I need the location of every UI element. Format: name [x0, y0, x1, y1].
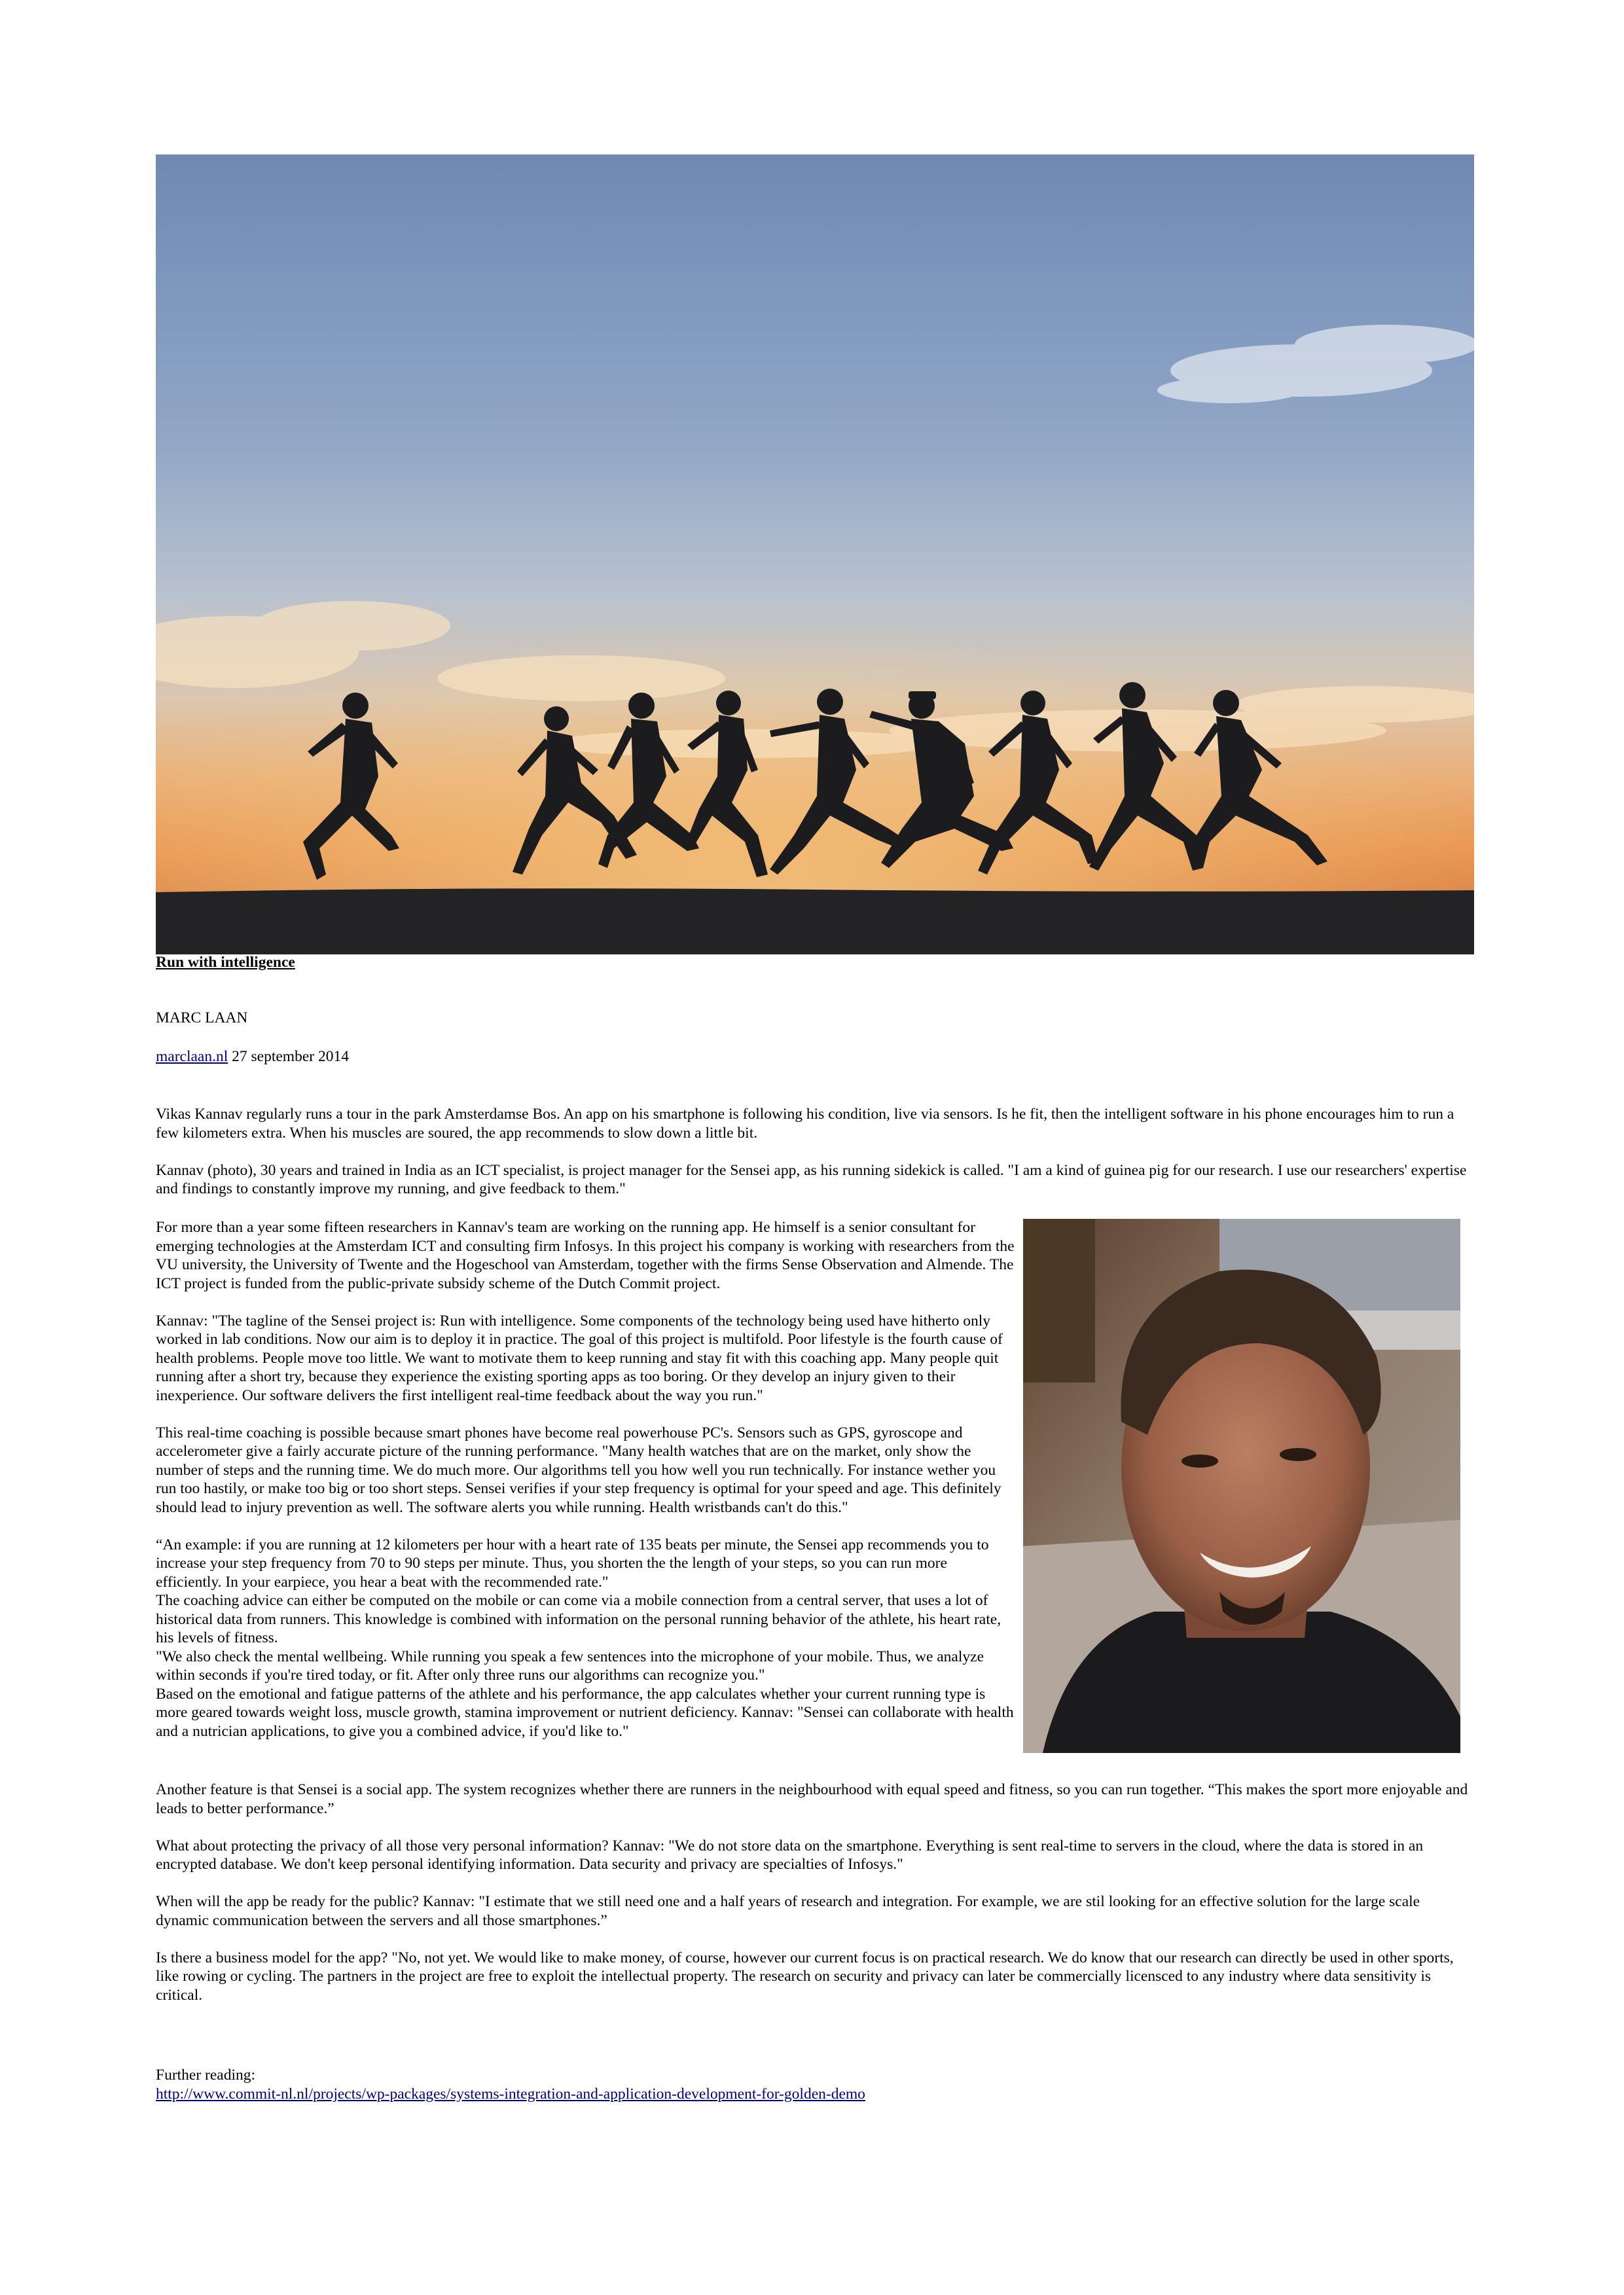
publish-date: 27 september 2014 — [228, 1048, 349, 1065]
paragraph: Another feature is that Sensei is a social app. The system recognizes whether there are runners in the neighbourhood with equal speed and fitness, so you can run together. “This makes the sport more enjoyable and leads to better performance.” — [156, 1781, 1468, 1817]
paragraph: Kannav: "The tagline of the Sensei project is: Run with intelligence. Some components of the technology being used have hitherto only worked in lab conditions. Now our aim is to deploy it in practice. The goal of this project is multifold. Poor lifestyle is the fourth cause of health problems. People move too little. We want to motivate them to keep running and stay fit with this coaching app. Many people quit running after a short try, because they experience the existing sporting apps as too boring. Or they develop an injury given to their inexperience. Our software delivers the first intelligent real-time feedback about the way you run." — [156, 1312, 1003, 1404]
paragraph: Vikas Kannav regularly runs a tour in the park Amsterdamse Bos. An app on his smartphone is following his condition, live via sensors. Is he fit, then the intelligent software in his phone encourages him to run a few kilometers extra. When his muscles are soured, the app recommends to slow down a little bit. — [156, 1106, 1454, 1142]
portrait-illustration — [1023, 1219, 1460, 1753]
portrait-image — [1023, 1219, 1460, 1753]
closing-section — [156, 1780, 1475, 2023]
further-reading — [156, 2066, 1475, 2103]
paragraph: Based on the emotional and fatigue patterns of the athlete and his performance, the app calculates whether your current running type is more geared towards weight loss, muscle growth, stamina improvement or nutrient deficiency. Kannav: "Sensei can collaborate with health and a nutrician applications, to give you a combined advice, if you'd like to." — [156, 1685, 1014, 1740]
paragraph: The coaching advice can either be computed on the mobile or can come via a mobile connection from a central server, that uses a lot of historical data from runners. This knowledge is combined with information on the personal running behavior of the athlete, his heart rate, his levels of fitness. — [156, 1592, 1001, 1646]
runners-sunset-illustration — [156, 154, 1474, 954]
dateline — [156, 1047, 349, 1066]
paragraph: What about protecting the privacy of all those very personal information? Kannav: "We do not store data on the smartphone. Everything is sent real-time to servers in the cloud, where the data is stored in an encrypted database. We don't keep personal identifying information. Data security and privacy are specialties of Infosys." — [156, 1837, 1424, 1873]
source-link[interactable]: marclaan.nl — [156, 1048, 228, 1065]
paragraph: Kannav (photo), 30 years and trained in India as an ICT specialist, is project manager for the Sensei app, as his running sidekick is called. "I am a kind of guinea pig for our research. I use our researchers' expertise and findings to constantly improve my running, and give feedback to them." — [156, 1161, 1467, 1197]
paragraph: This real-time coaching is possible because smart phones have become real powerhouse PC's. Sensors such as GPS, gyroscope and accelerometer give a fairly accurate picture of the running performance. "Many health watches that are on the market, only show the number of steps and the running time. We do much more. Our algorithms tell you how well you run technically. For instance wether you run too hastily, or make too big or too short steps. Sensei verifies if your step frequency is optimal for your speed and age. This definitely should lead to injury prevention as well. The software alerts you while running. Health wristbands can't do this." — [156, 1424, 1001, 1516]
paragraph: “An example: if you are running at 12 kilometers per hour with a heart rate of 135 beats per minute, the Sensei app recommends you to increase your step frequency from 70 to 90 steps per minute. Thus, you shorten the the length of your steps, so you can run more efficiently. In your earpiece, you hear a beat with the recommended rate." — [156, 1536, 989, 1591]
hero-image — [156, 154, 1474, 954]
wrapped-text-column — [156, 1218, 1017, 1741]
paragraph: When will the app be ready for the public? Kannav: "I estimate that we still need one and a half years of research and integration. For example, we are stil looking for an effective solution for the large scale dynamic communication between the servers and all those smartphones.” — [156, 1893, 1420, 1929]
author-name: MARC LAAN — [156, 1009, 248, 1026]
further-reading-link[interactable]: http://www.commit-nl.nl/projects/wp-packages/systems-integration-and-application-development-for-golden-demo — [156, 2085, 865, 2103]
paragraph: "We also check the mental wellbeing. While running you speak a few sentences into the microphone of your mobile. Thus, we analyze within seconds if you're tired today, or fit. After only three runs our algorithms can recognize you." — [156, 1648, 984, 1684]
paragraph: Is there a business model for the app? "No, not yet. We would like to make money, of course, however our current focus is on practical research. We do know that our research can directly be used in other sports, like rowing or cycling. The partners in the project are free to exploit the intellectual property. The research on security and privacy can later be commercially licensced to any industry where data sensitivity is critical. — [156, 1949, 1454, 2004]
paragraph: For more than a year some fifteen researchers in Kannav's team are working on the running app. He himself is a senior consultant for emerging technologies at the Amsterdam ICT and consulting firm Infosys. In this project his company is working with researchers from the VU university, the University of Twente and the Hogeschool van Amsterdam, together with the firms Sense Observation and Almende. The ICT project is funded from the public-private subsidy scheme of the Dutch Commit project. — [156, 1219, 1015, 1292]
further-reading-label: Further reading: — [156, 2067, 256, 2084]
intro-section — [156, 1105, 1475, 1217]
article-title[interactable]: Run with intelligence — [156, 954, 295, 971]
